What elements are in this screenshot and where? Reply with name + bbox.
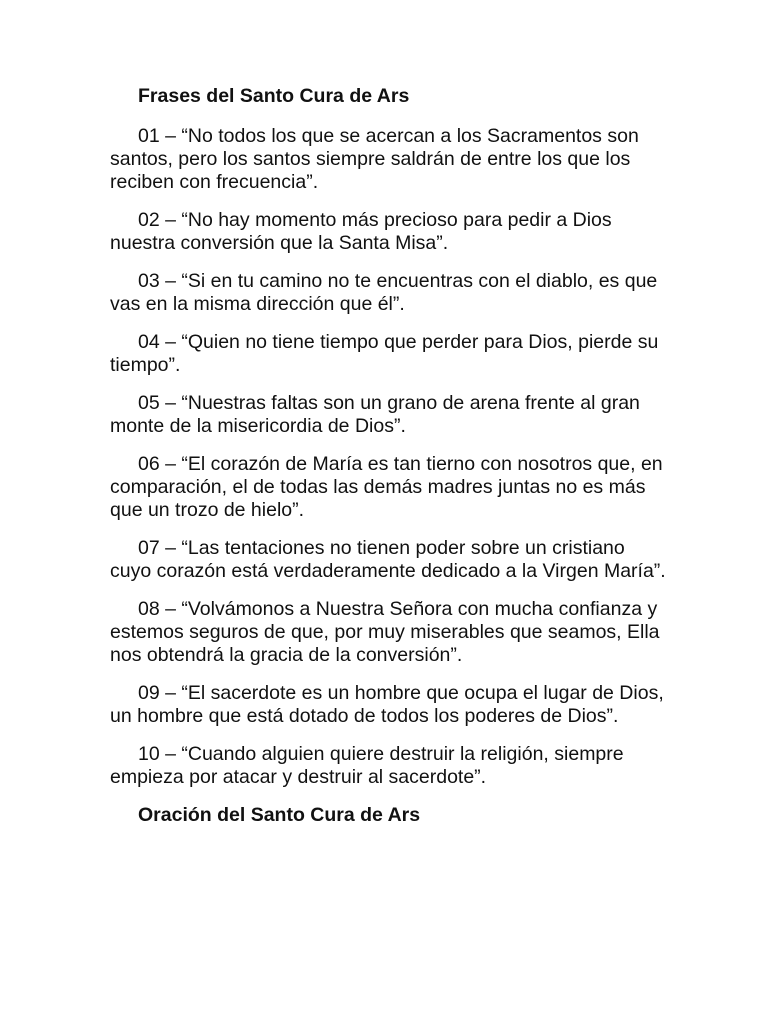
quote-04: 04 – “Quien no tiene tiempo que perder para Dios, pierde su tiempo”. xyxy=(110,331,659,376)
document-body xyxy=(110,85,670,844)
section-heading: Oración del Santo Cura de Ars xyxy=(138,804,421,826)
quote-08: 08 – “Volvámonos a Nuestra Señora con mucha confianza y estemos seguros de que, por muy miserables que seamos, Ella nos obtendrá la gracia de la conversión”. xyxy=(110,598,660,666)
quote-10: 10 – “Cuando alguien quiere destruir la religión, siempre empieza por atacar y destruir al sacerdote”. xyxy=(110,743,624,788)
page-title: Frases del Santo Cura de Ars xyxy=(138,85,410,107)
quote-07: 07 – “Las tentaciones no tienen poder sobre un cristiano cuyo corazón está verdaderamente dedicado a la Virgen María”. xyxy=(110,537,666,582)
quote-05: 05 – “Nuestras faltas son un grano de arena frente al gran monte de la misericordia de Dios”. xyxy=(110,392,640,437)
quote-02: 02 – “No hay momento más precioso para pedir a Dios nuestra conversión que la Santa Misa”. xyxy=(110,209,612,254)
quote-03: 03 – “Si en tu camino no te encuentras con el diablo, es que vas en la misma dirección que él”. xyxy=(110,270,658,315)
quote-09: 09 – “El sacerdote es un hombre que ocupa el lugar de Dios, un hombre que está dotado de todos los poderes de Dios”. xyxy=(110,682,664,727)
quote-06: 06 – “El corazón de María es tan tierno con nosotros que, en comparación, el de todas las demás madres juntas no es más que un trozo de hielo”. xyxy=(110,453,663,521)
quote-01: 01 – “No todos los que se acercan a los Sacramentos son santos, pero los santos siempre saldrán de entre los que los reciben con frecuencia”. xyxy=(110,125,639,193)
